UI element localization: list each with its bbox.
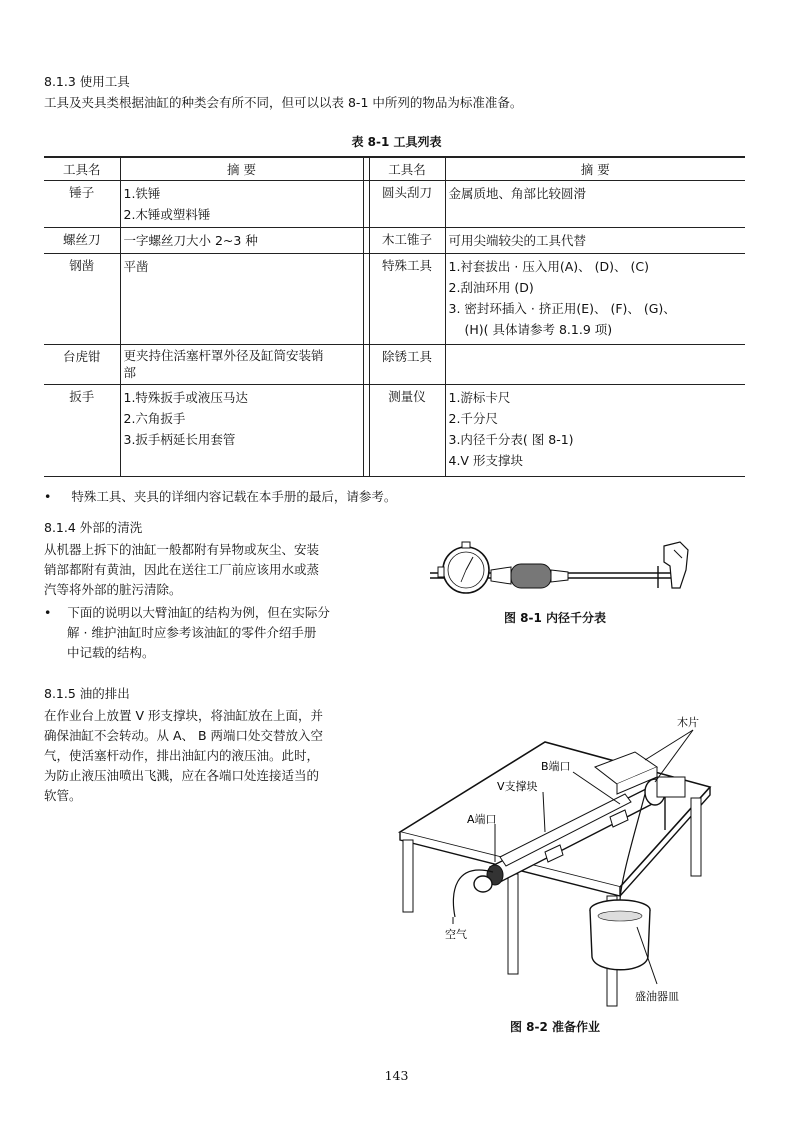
tool-summary: 更夹持住活塞杆罩外径及缸筒安装销 部 xyxy=(120,345,363,385)
table-row xyxy=(44,228,745,254)
tool-summary: 1.铁锤 2.木锤或塑料锤 xyxy=(120,181,363,228)
tool-summary xyxy=(445,345,745,385)
tool-name: 锤子 xyxy=(44,181,120,228)
bullet-special-tools: • 特殊工具、夹具的详细内容记载在本手册的最后，请参考。 xyxy=(44,489,397,504)
tool-summary: 1.游标卡尺 2.千分尺 3.内径千分表( 图 8-1) 4.V 形支撑块 xyxy=(445,385,745,477)
tool-name: 扳手 xyxy=(44,385,120,477)
tool-summary: 一字螺丝刀大小 2~3 种 xyxy=(120,228,363,254)
tools-table xyxy=(44,156,745,477)
tool-name: 除锈工具 xyxy=(369,345,445,385)
section-heading-8-1-5: 8.1.5 油的排出 xyxy=(44,686,130,701)
header-tool-name-right: 工具名 xyxy=(369,157,445,181)
table-row xyxy=(44,181,745,228)
label-air: 空气 xyxy=(445,928,467,941)
label-wood-block: 木片 xyxy=(677,716,699,729)
tool-summary: 金属质地、角部比较圆滑 xyxy=(445,181,745,228)
bullet-dot: • xyxy=(44,489,52,504)
table-row xyxy=(44,254,745,345)
tool-name: 特殊工具 xyxy=(369,254,445,345)
figure-8-1-caption: 图 8-1 内径千分表 xyxy=(503,611,607,625)
section-heading-8-1-4: 8.1.4 外部的清洗 xyxy=(44,520,143,535)
tool-name: 螺丝刀 xyxy=(44,228,120,254)
tool-summary: 平凿 xyxy=(120,254,363,345)
header-tool-name-left: 工具名 xyxy=(44,157,120,181)
header-summary-right: 摘 要 xyxy=(445,157,745,181)
bullet-dot: • xyxy=(44,605,52,620)
label-port-a: A端口 xyxy=(467,813,497,826)
intro-paragraph: 工具及夹具类根据油缸的种类会有所不同，但可以以表 8-1 中所列的物品为标准准备。 xyxy=(44,95,523,110)
tool-summary: 可用尖端较尖的工具代替 xyxy=(445,228,745,254)
tool-name: 钢凿 xyxy=(44,254,120,345)
table-row xyxy=(44,345,745,385)
tool-name: 台虎钳 xyxy=(44,345,120,385)
cleaning-paragraph: 从机器上拆下的油缸一般都附有异物或灰尘、安装 销部都附有黄油，因此在送往工厂前应该用水或蒸 汽等将外部的脏污清除。 xyxy=(44,542,320,597)
header-summary-left: 摘 要 xyxy=(120,157,363,181)
page-number: 143 xyxy=(384,1068,409,1083)
tool-summary: 1.衬套拔出 · 压入用(A)、 (D)、 (C) 2.刮油环用 (D) 3. 密封环插入 · 挤正用(E)、 (F)、 (G)、 (H)( 具体请参考 8.1.9 项) xyxy=(445,254,745,345)
tool-name: 圆头刮刀 xyxy=(369,181,445,228)
label-port-b: B端口 xyxy=(541,760,571,773)
table-row xyxy=(44,385,745,477)
figure-8-2-caption: 图 8-2 准备作业 xyxy=(509,1020,601,1034)
tool-name: 测量仪 xyxy=(369,385,445,477)
preparation-figure xyxy=(395,712,725,1012)
tool-summary: 1.特殊扳手或液压马达 2.六角扳手 3.扳手柄延长用套管 xyxy=(120,385,363,477)
bullet-structure-note: • 下面的说明以大臂油缸的结构为例，但在实际分 解 · 维护油缸时应参考该油缸的零件介绍手册 中记载的结构。 xyxy=(44,605,330,660)
tool-name: 木工锥子 xyxy=(369,228,445,254)
bore-gauge-figure xyxy=(418,536,718,606)
drain-oil-paragraph: 在作业台上放置 V 形支撑块，将油缸放在上面，并 确保油缸不会转动。从 A、 B 两端口处交替放入空 气，使活塞杆动作，排出油缸内的液压油。此时， 为防止液压油喷出飞溅，应在各端口处连接适当的 软管。 xyxy=(44,708,324,803)
table-caption: 表 8-1 工具列表 xyxy=(351,135,442,149)
label-v-block: V支撑块 xyxy=(497,780,538,793)
section-heading-8-1-3: 8.1.3 使用工具 xyxy=(44,74,130,89)
label-oil-tray: 盛油器皿 xyxy=(635,990,679,1003)
